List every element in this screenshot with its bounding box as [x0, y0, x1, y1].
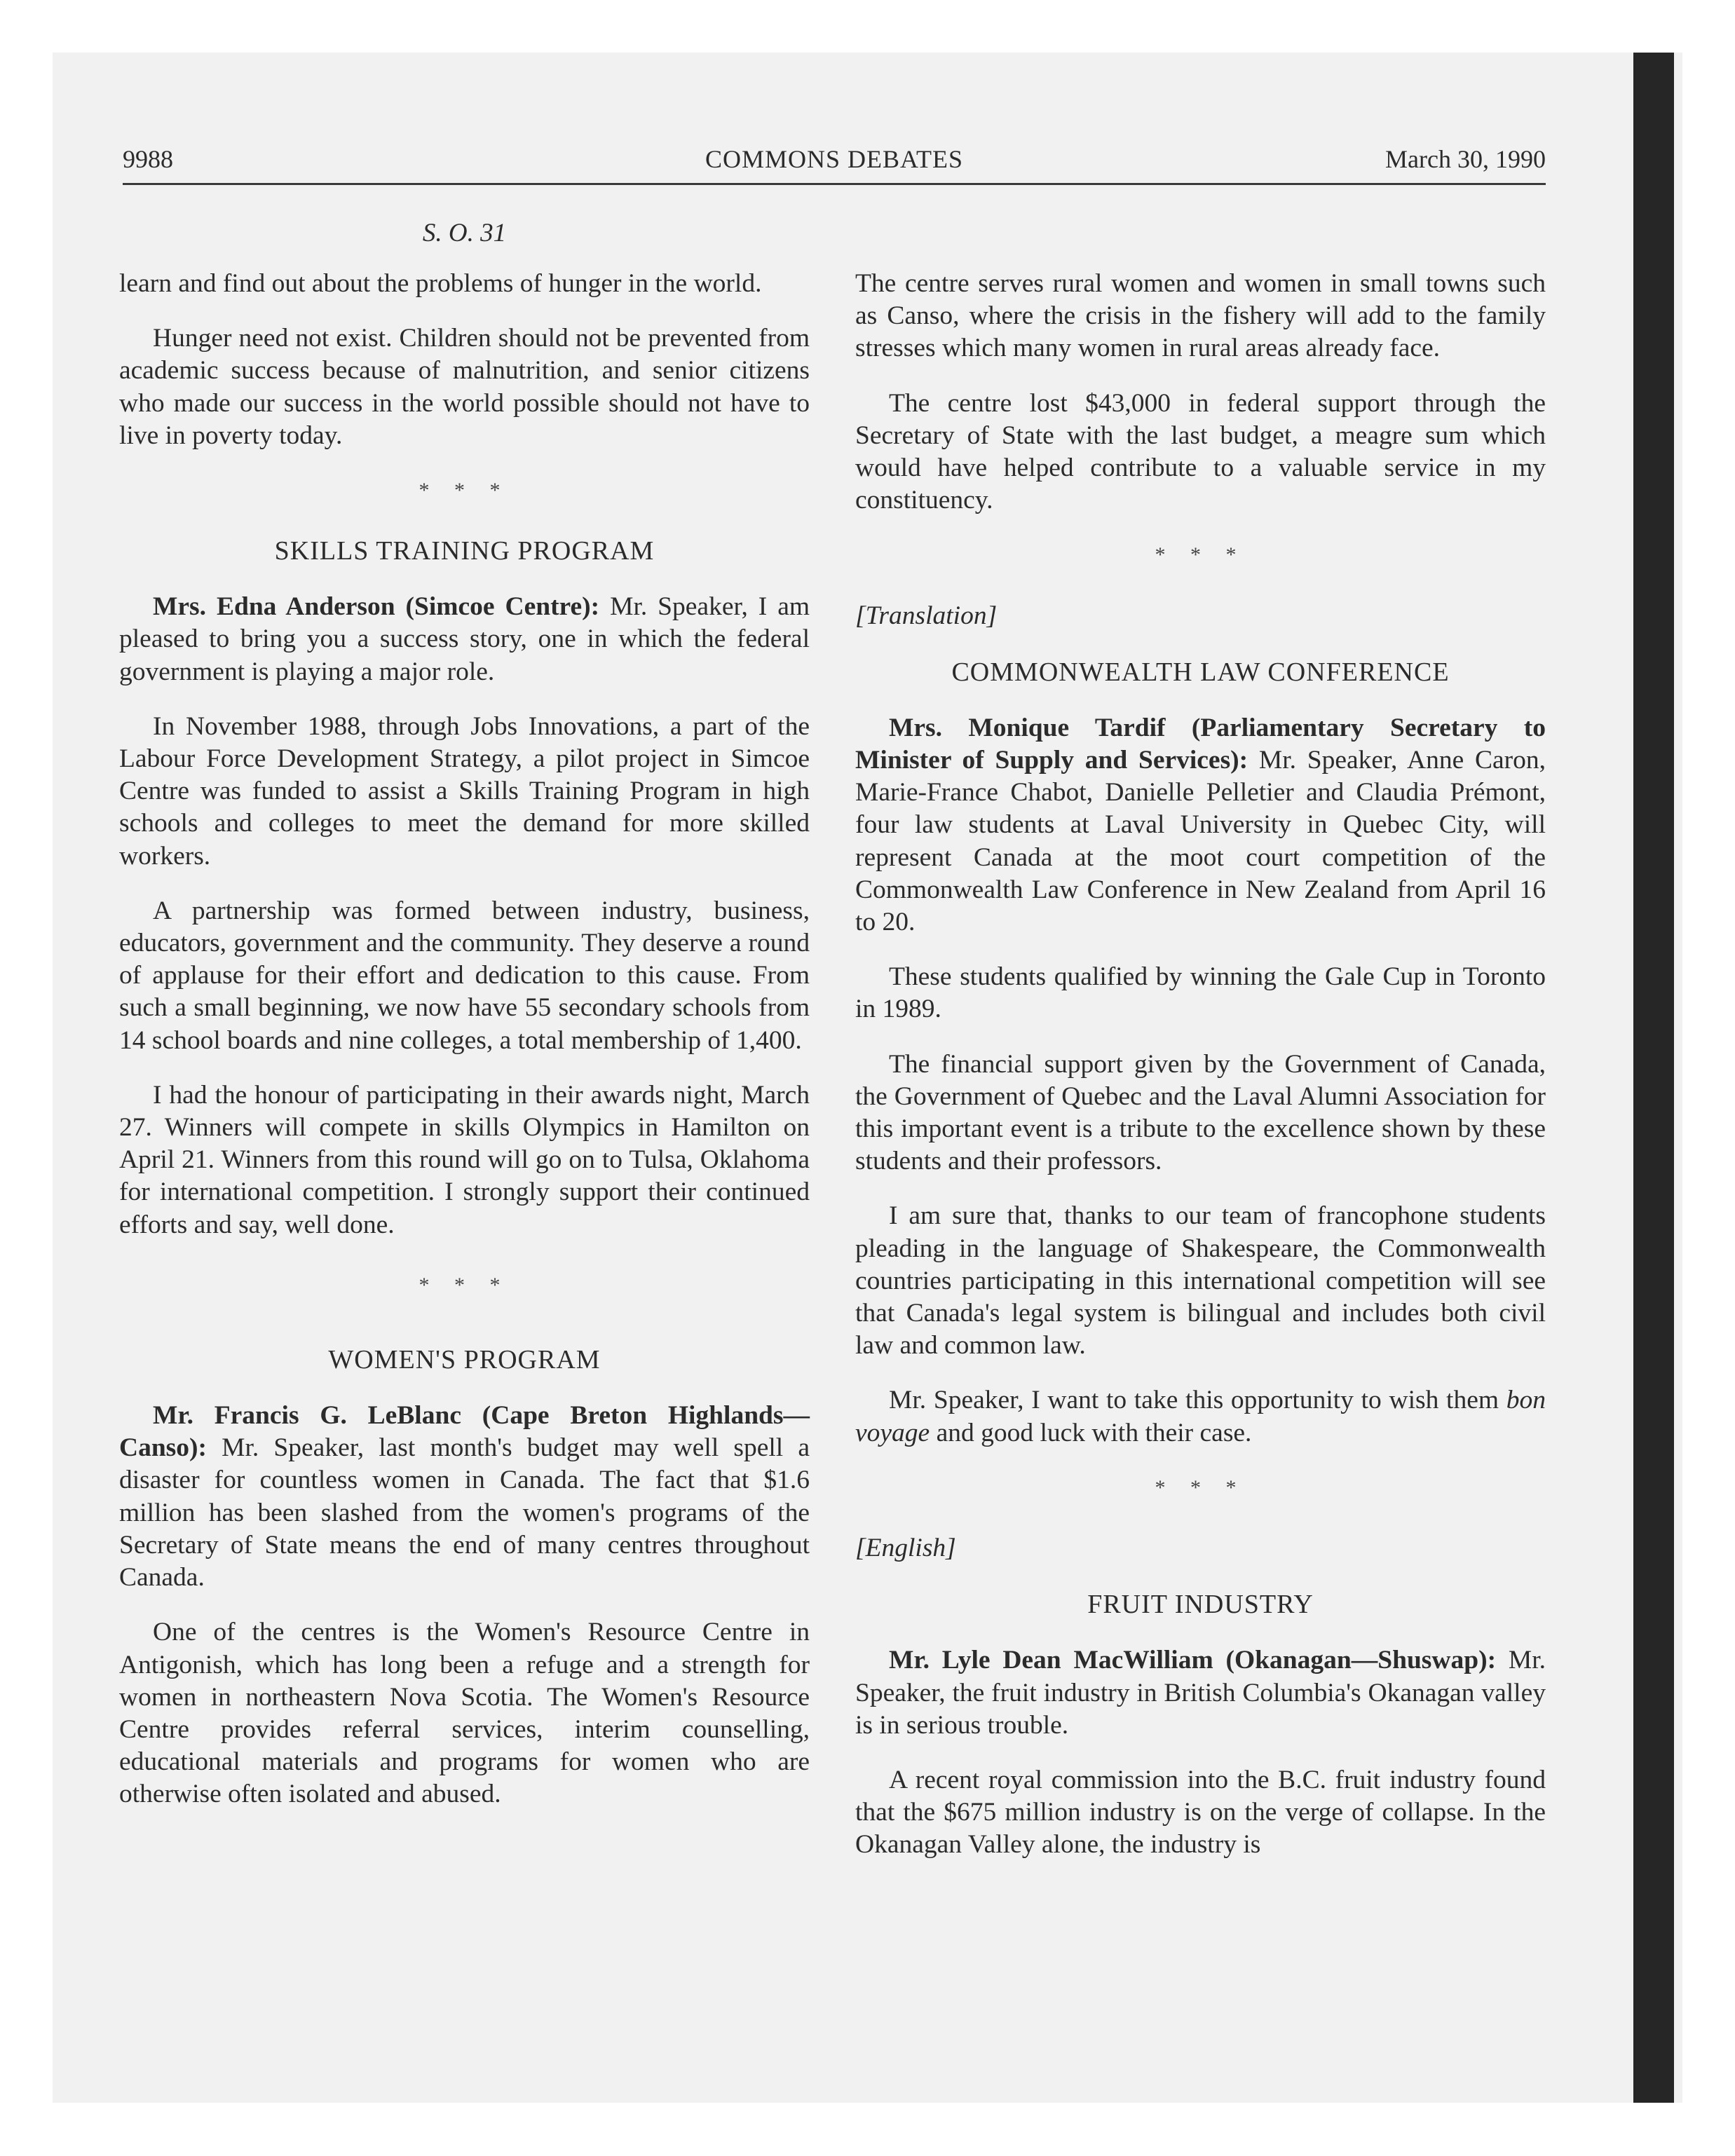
paragraph: I am sure that, thanks to our team of francophone students pleading in the language of Shakespeare, the Commonwealth countries participating in this international competition will see that Canada's legal system is bilingual and includes both civil law and common law. — [855, 1201, 1546, 1360]
speaker-name: Mr. Lyle Dean MacWilliam (Okanagan—Shuswap): — [889, 1646, 1497, 1675]
paragraph: The centre lost $43,000 in federal support through the Secretary of State with the last budget, a meagre sum which would have helped contribute to a valuable service in my constituency. — [855, 388, 1546, 515]
speaker-name: Mr. Francis G. LeBlanc (Cape Breton Highlands—Canso): — [119, 1401, 810, 1463]
publication-title: COMMONS DEBATES — [705, 145, 964, 173]
paragraph: A partnership was formed between industry, business, educators, government and the community. They deserve a round of applause for their effort and dedication to this cause. From such a small beginning, we now have 55 secondary schools from 14 school boards and nine colleges, a total membership of 1,400. — [119, 896, 810, 1055]
paragraph — [119, 1400, 810, 1594]
section-heading-skills: SKILLS TRAINING PROGRAM — [274, 536, 655, 566]
paragraph: I had the honour of participating in their awards night, March 27. Winners will compete in skills Olympics in Hamilton on April 21. Winners from this round will go on to Tulsa, Oklahoma for international competition. I strongly support their continued efforts and say, well done. — [119, 1080, 810, 1239]
speaker-name: Mrs. Monique Tardif (Parliamentary Secretary to Minister of Supply and Services): — [855, 713, 1546, 775]
language-label: [Translation] — [855, 601, 998, 630]
paragraph-text: Mr. Speaker, the fruit industry in British Columbia's Okanagan valley is in serious trouble. — [855, 1646, 1546, 1740]
paragraph: The financial support given by the Government of Canada, the Government of Quebec and the Laval Alumni Association for this important event is a tribute to the excellence shown by these students and their professors. — [855, 1049, 1546, 1176]
right-column — [855, 268, 1546, 1884]
italic-phrase: bon voyage — [855, 1386, 1546, 1447]
language-label: [English] — [855, 1534, 956, 1563]
left-column — [119, 219, 810, 1834]
paragraph: In November 1988, through Jobs Innovations, a part of the Labour Force Development Strategy, a pilot project in Simcoe Centre was funded to assist a Skills Training Program in high schools and colleges to meet the demand for more skilled workers. — [119, 711, 810, 871]
section-label: S. O. 31 — [422, 219, 507, 247]
paragraph: The centre serves rural women and women in small towns such as Canso, where the crisis in the fishery will add to the family stresses which many women in rural areas already face. — [855, 269, 1546, 363]
speaker-name: Mrs. Edna Anderson (Simcoe Centre): — [153, 592, 600, 622]
section-separator: * * * — [419, 1273, 510, 1297]
paragraph — [855, 712, 1546, 939]
header-rule — [123, 183, 1546, 185]
section-separator: * * * — [1155, 1475, 1246, 1499]
paragraph: learn and find out about the problems of hunger in the world. — [119, 269, 762, 298]
paragraph — [855, 1644, 1546, 1742]
paragraph — [855, 1384, 1546, 1449]
section-separator: * * * — [419, 479, 510, 503]
paragraph-text: Mr. Speaker, Anne Caron, Marie-France Chabot, Danielle Pelletier and Claudia Prémont, four law students at Laval University in Quebec City, will represent Canada at the moot court competition of the Commonwealth Law Conference in New Zealand from April 16 to 20. — [855, 746, 1546, 937]
paragraph-text: Mr. Speaker, I want to take this opportunity to wish them — [889, 1386, 1499, 1415]
section-separator: * * * — [1155, 543, 1246, 567]
paragraph: One of the centres is the Women's Resource Centre in Antigonish, which has long been a refuge and a strength for women in northeastern Nova Scotia. The Women's Resource Centre provides referral services, interim counselling, educational materials and programs for women who are otherwise often isolated and abused. — [119, 1618, 810, 1809]
section-heading-commonwealth: COMMONWEALTH LAW CONFERENCE — [951, 657, 1450, 687]
paragraph-text: Mr. Speaker, I am pleased to bring you a success story, one in which the federal government is playing a major role. — [119, 592, 810, 686]
publication-date: March 30, 1990 — [1385, 145, 1546, 173]
page-spine-shadow — [1633, 53, 1674, 2103]
paragraph-text: Mr. Speaker, last month's budget may well spell a disaster for countless women in Canada. The fact that $1.6 million has been slashed from the women's programs of the Secretary of State means the end of many centres throughout Canada. — [119, 1433, 810, 1592]
section-heading-fruit: FRUIT INDUSTRY — [1087, 1590, 1314, 1620]
paragraph: These students qualified by winning the Gale Cup in Toronto in 1989. — [855, 962, 1546, 1024]
paragraph-text: and good luck with their case. — [936, 1418, 1252, 1447]
paragraph — [119, 591, 810, 688]
paragraph: Hunger need not exist. Children should not be prevented from academic success because of malnutrition, and senior citizens who made our success in the world possible should not have to live in poverty today. — [119, 324, 810, 450]
section-heading-womens: WOMEN'S PROGRAM — [328, 1345, 601, 1375]
page-number: 9988 — [123, 145, 173, 173]
paragraph: A recent royal commission into the B.C. fruit industry found that the $675 million industry is on the verge of collapse. In the Okanagan Valley alone, the industry is — [855, 1765, 1546, 1860]
